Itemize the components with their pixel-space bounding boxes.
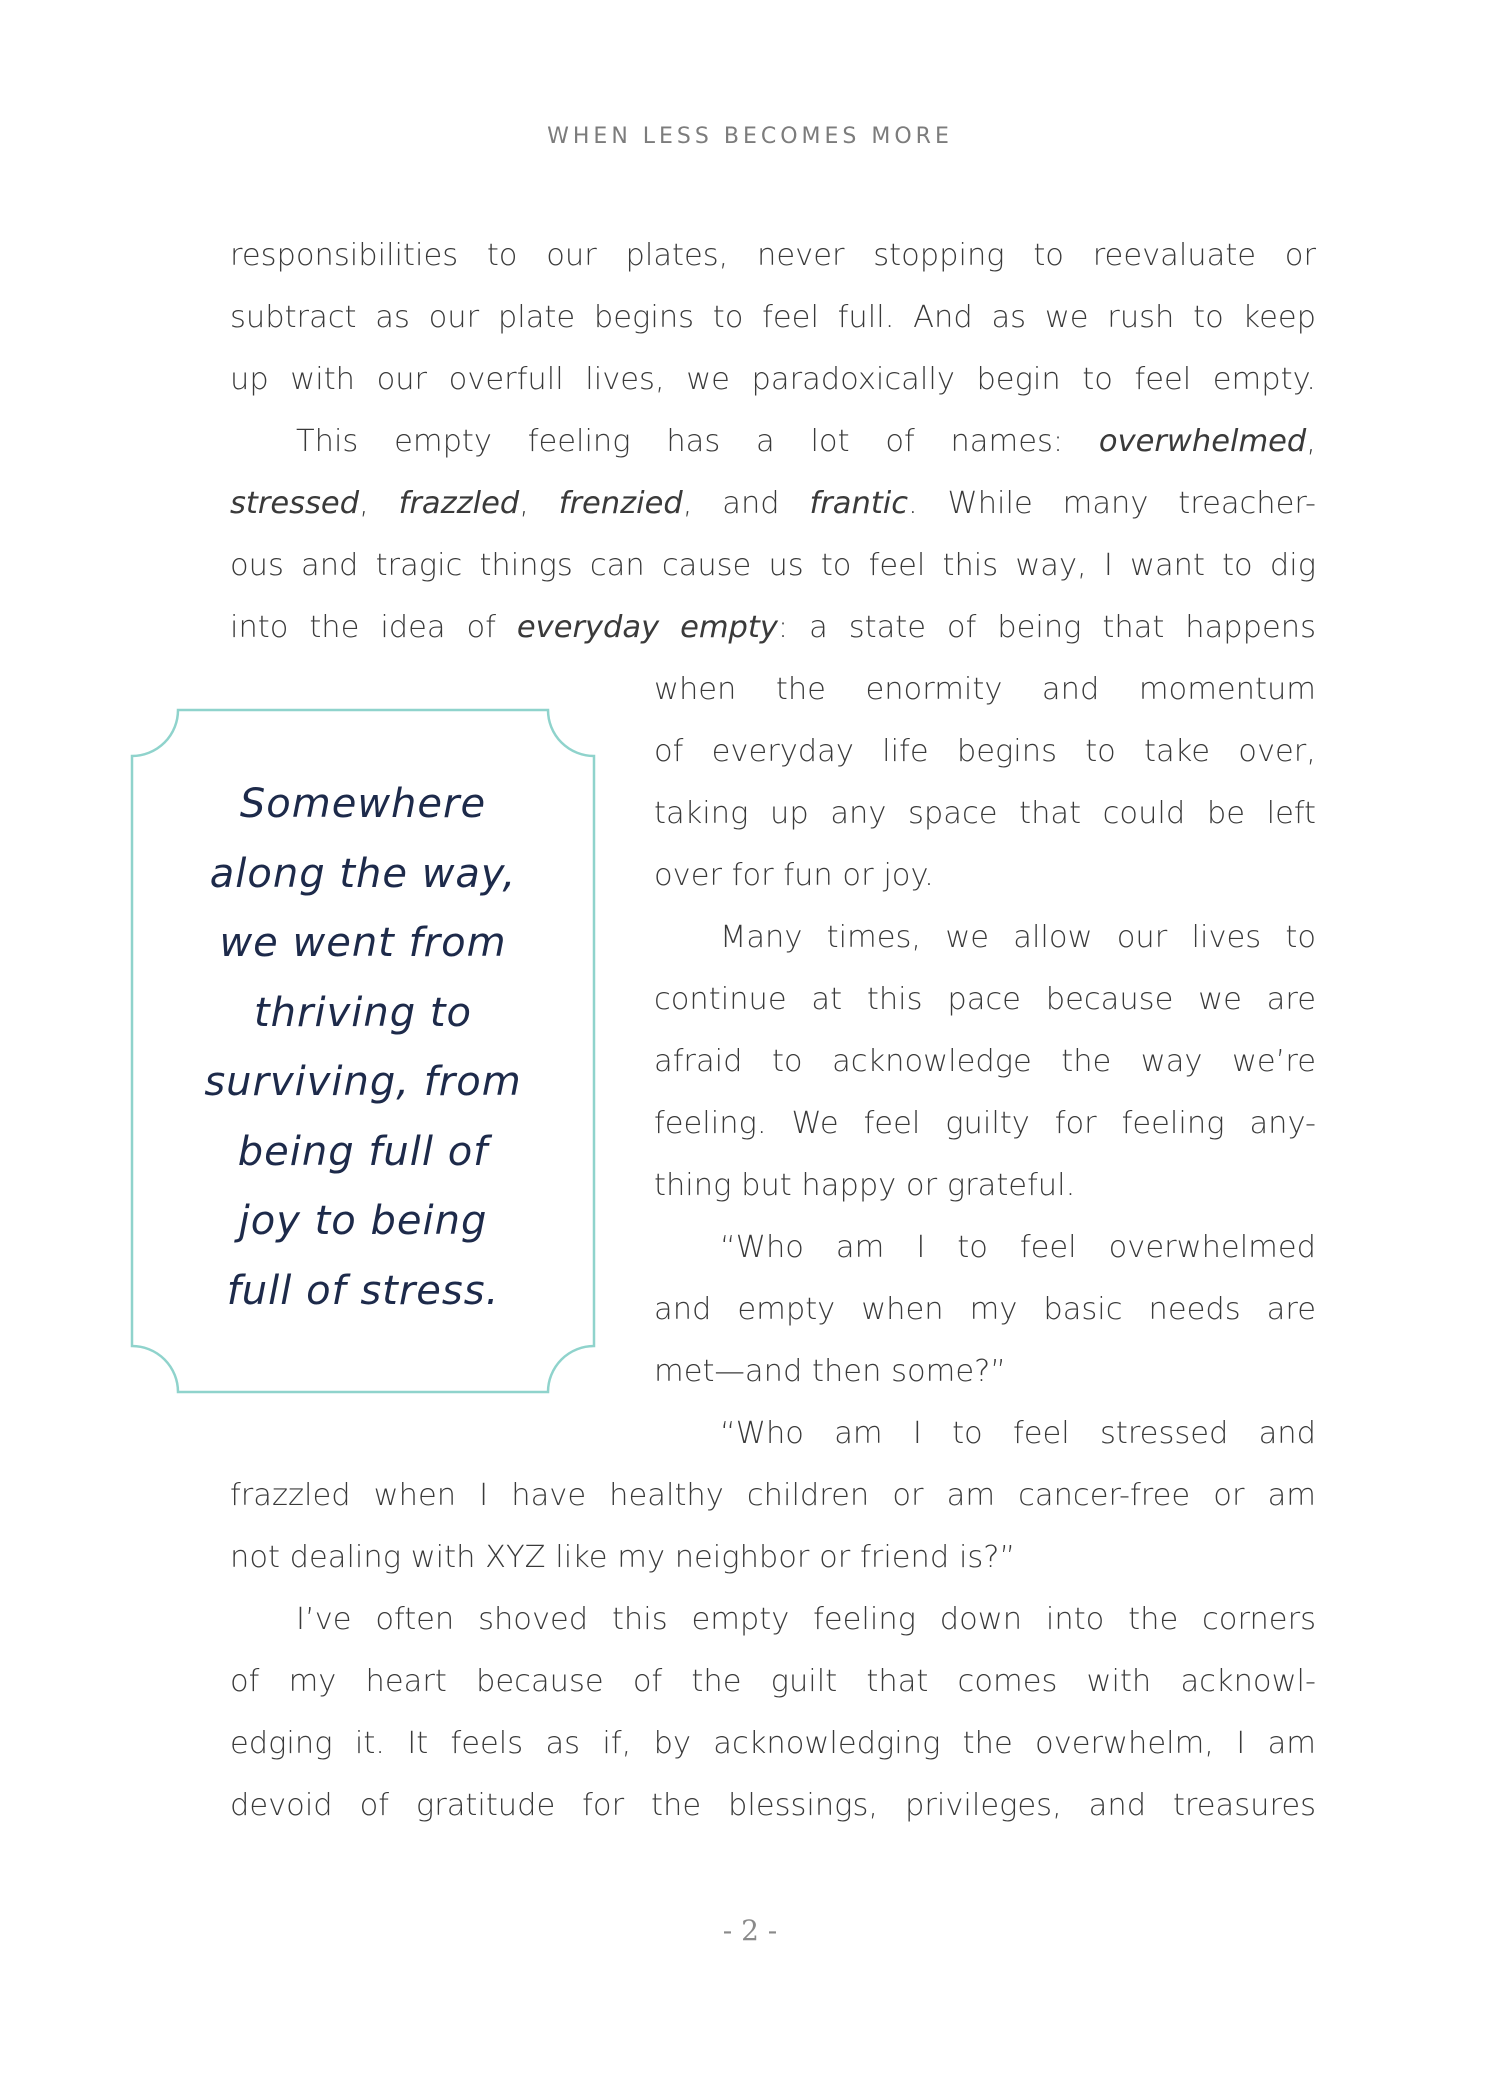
pull-quote-line: being full of (237, 1128, 489, 1175)
body-line: frazzled when I have healthy children or am cancer-free or am (230, 1478, 1316, 1513)
pull-quote-line: thriving to (254, 989, 472, 1036)
emphasis: everyday empty (516, 610, 778, 645)
body-line: taking up any space that could be left (654, 796, 1316, 831)
body-line: responsibilities to our plates, never stopping to reevaluate or (230, 238, 1316, 273)
body-line: Many times, we allow our lives to (720, 920, 1316, 955)
body-line: feeling. We feel guilty for feeling any- (654, 1106, 1316, 1141)
body-line: edging it. It feels as if, by acknowledging the overwhelm, I am (230, 1726, 1316, 1761)
running-head: WHEN LESS BECOMES MORE (547, 124, 953, 149)
pull-quote-line: Somewhere (239, 781, 487, 827)
body-line: devoid of gratitude for the blessings, privileges, and treasures (230, 1788, 1316, 1823)
pull-quote-line: along the way, (209, 850, 517, 897)
body-line: continue at this pace because we are (654, 982, 1316, 1017)
page-number: - 2 - (722, 1914, 778, 1947)
body-line: ous and tragic things can cause us to feel this way, I want to dig (230, 548, 1316, 583)
body-line: when the enormity and momentum (654, 672, 1316, 707)
body-line: into the idea of everyday empty: a state of being that happens (230, 610, 1316, 645)
pull-quote-line: we went from (219, 920, 507, 966)
body-line: “Who am I to feel stressed and (720, 1416, 1316, 1451)
pull-quote-line: full of stress. (226, 1267, 500, 1314)
body-line: over for fun or joy. (654, 858, 934, 893)
body-line: “Who am I to feel overwhelmed (720, 1230, 1316, 1265)
body-line: I’ve often shoved this empty feeling down into the corners (296, 1602, 1316, 1637)
emphasis: overwhelmed (1098, 424, 1307, 459)
pull-quote-line: joy to being (238, 1198, 488, 1244)
body-line: stressed, frazzled, frenzied, and frantic. While many treacher- (230, 486, 1316, 521)
pull-quote (130, 770, 596, 1326)
body-line: thing but happy or grateful. (654, 1168, 1076, 1203)
body-line: subtract as our plate begins to feel full. And as we rush to keep (230, 300, 1316, 335)
body-line: not dealing with XYZ like my neighbor or friend is?” (230, 1540, 1016, 1575)
body-line: of my heart because of the guilt that comes with acknowl- (230, 1664, 1316, 1699)
body-line: afraid to acknowledge the way we’re (654, 1044, 1316, 1079)
body-line: met—and then some?” (654, 1354, 1007, 1389)
body-line: up with our overfull lives, we paradoxically begin to feel empty. (230, 362, 1316, 397)
body-line: and empty when my basic needs are (654, 1292, 1316, 1327)
pull-quote-line: surviving, from (204, 1059, 522, 1105)
body-line: of everyday life begins to take over, (654, 734, 1316, 769)
body-line: This empty feeling has a lot of names: overwhelmed, (296, 424, 1316, 459)
